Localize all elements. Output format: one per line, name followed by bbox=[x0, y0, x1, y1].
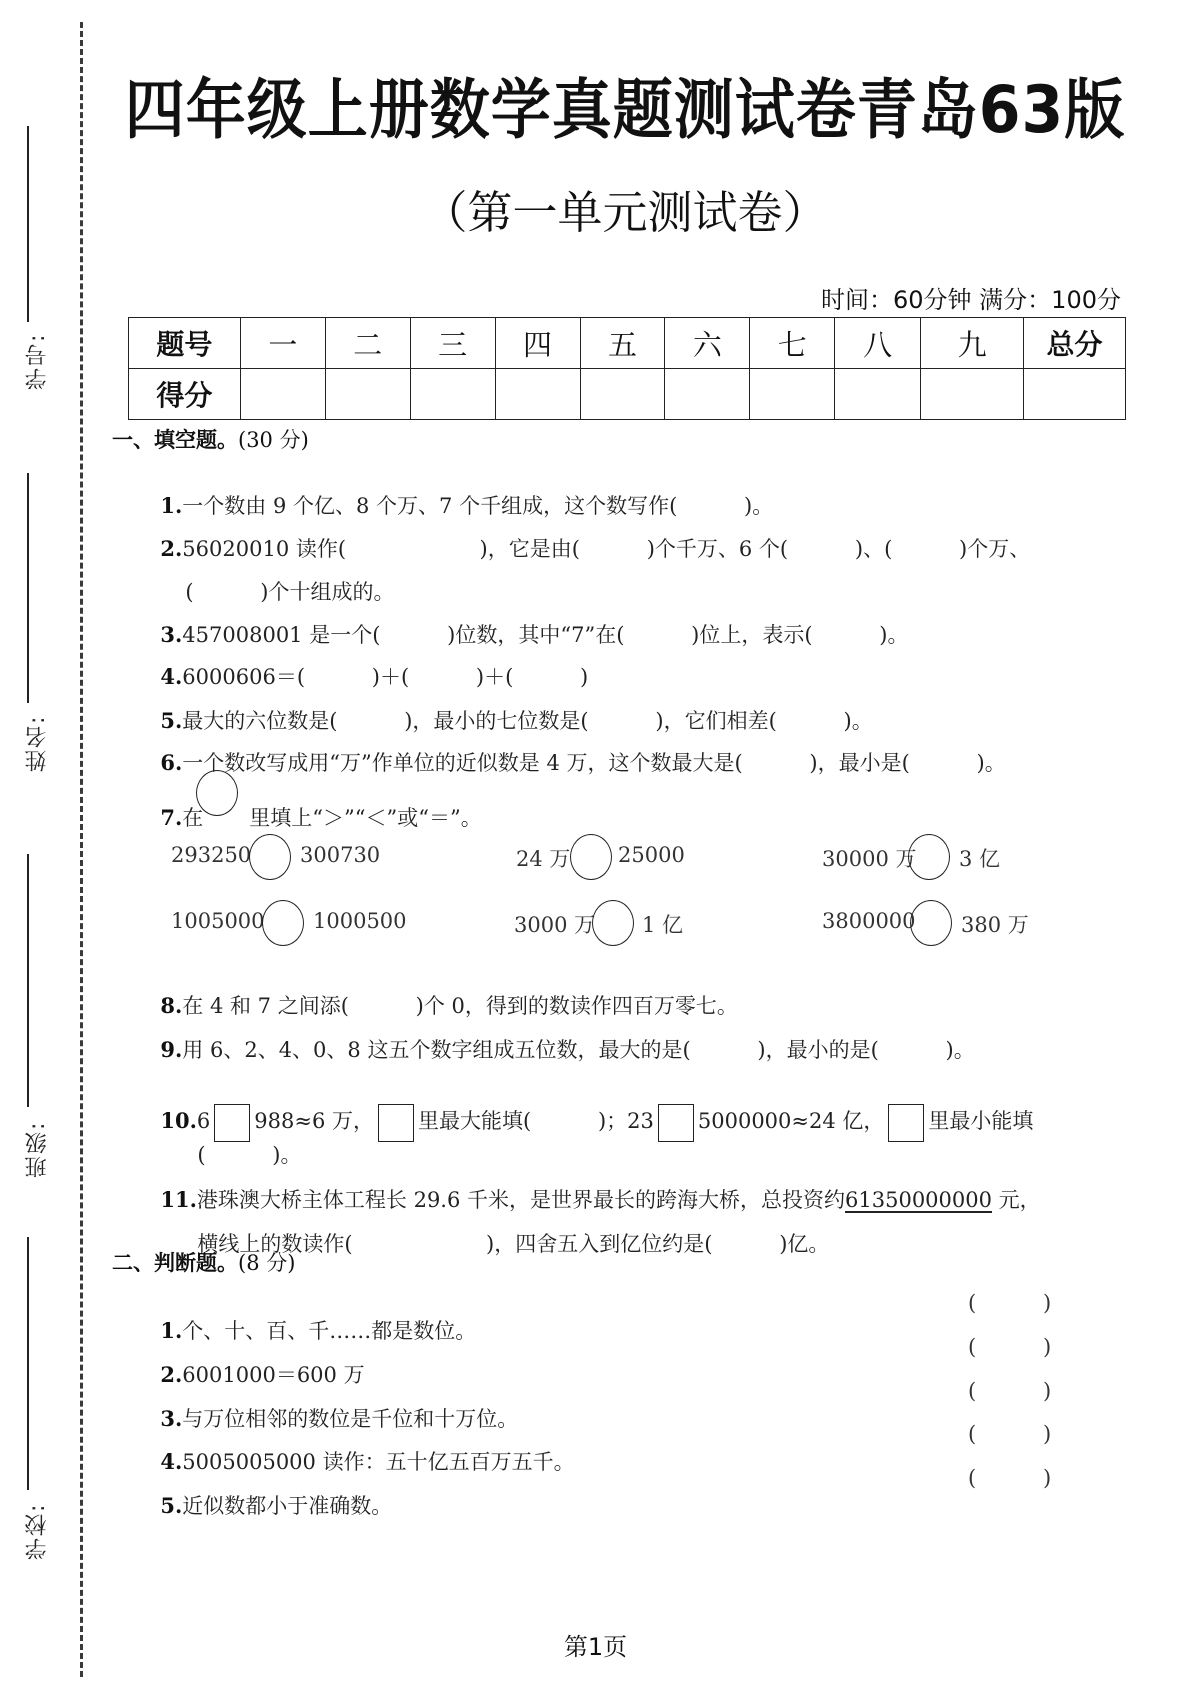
col-header: 三 bbox=[410, 318, 495, 369]
question-number: 11. bbox=[160, 1187, 197, 1212]
judge-answer-blank[interactable]: ( ) bbox=[968, 1422, 1052, 1446]
score-cell[interactable] bbox=[325, 369, 410, 420]
compare-left: 3800000 bbox=[822, 909, 916, 933]
question-text: ( )。 bbox=[197, 1143, 302, 1167]
score-cell[interactable] bbox=[240, 369, 325, 420]
underlined-number: 61350000000 bbox=[845, 1188, 992, 1212]
judge-answer-blank[interactable]: ( ) bbox=[968, 1466, 1052, 1490]
col-header-total: 总分 bbox=[1024, 318, 1126, 369]
compare-right: 3 亿 bbox=[959, 847, 1001, 871]
score-cell[interactable] bbox=[750, 369, 835, 420]
compare-circle-input[interactable] bbox=[910, 900, 952, 946]
question-number: 8. bbox=[160, 993, 183, 1018]
score-cell[interactable] bbox=[410, 369, 495, 420]
question-text: 988≈6 万， bbox=[254, 1109, 374, 1133]
compare-left: 1005000 bbox=[171, 909, 265, 933]
digit-box-input[interactable] bbox=[658, 1104, 694, 1142]
col-header: 六 bbox=[665, 318, 750, 369]
question-number: 10. bbox=[160, 1108, 197, 1133]
question-text: 与万位相邻的数位是千位和十万位。 bbox=[182, 1407, 519, 1431]
class-label: 班级: bbox=[25, 1120, 50, 1178]
question-text: ( )个十组成的。 bbox=[185, 580, 395, 604]
school-label: 学校: bbox=[25, 1502, 50, 1560]
name-label: 姓名: bbox=[25, 714, 50, 772]
question-text: 6 bbox=[196, 1109, 211, 1133]
judge-answer-blank[interactable]: ( ) bbox=[968, 1291, 1052, 1315]
page-title: 四年级上册数学真题测试卷青岛63版 bbox=[124, 72, 1126, 149]
compare-circle-input[interactable] bbox=[262, 900, 304, 946]
question-number: 7. bbox=[160, 805, 183, 830]
question-text-post: 里填上“＞”“＜”或“＝”。 bbox=[249, 806, 482, 830]
judge-answer-blank[interactable]: ( ) bbox=[968, 1335, 1052, 1359]
compare-right: 300730 bbox=[300, 843, 381, 867]
question-text: 在 4 和 7 之间添( )个 0，得到的数读作四百万零七。 bbox=[182, 994, 738, 1018]
example-circle-icon bbox=[196, 770, 238, 816]
compare-left: 24 万 bbox=[516, 847, 571, 871]
col-header: 九 bbox=[921, 318, 1024, 369]
question-number: 2. bbox=[160, 536, 183, 561]
compare-right: 25000 bbox=[618, 843, 685, 867]
col-header: 一 bbox=[240, 318, 325, 369]
col-header: 五 bbox=[580, 318, 665, 369]
question-number: 3. bbox=[160, 622, 183, 647]
compare-left: 30000 万 bbox=[822, 847, 917, 871]
score-table bbox=[128, 317, 1126, 420]
score-cell-total[interactable] bbox=[1024, 369, 1126, 420]
compare-circle-input[interactable] bbox=[592, 900, 634, 946]
question-text: 近似数都小于准确数。 bbox=[182, 1494, 393, 1518]
question-text: 个、十、百、千……都是数位。 bbox=[182, 1319, 477, 1343]
question-number: 3. bbox=[160, 1406, 183, 1431]
compare-right: 1000500 bbox=[313, 909, 407, 933]
compare-left: 3000 万 bbox=[514, 913, 596, 937]
judge-question-5 bbox=[147, 1466, 392, 1520]
question-text: 元， bbox=[992, 1188, 1041, 1212]
binding-dashed-line bbox=[80, 22, 83, 1677]
question-text-pre: 在 bbox=[182, 806, 204, 830]
compare-right: 1 亿 bbox=[642, 913, 684, 937]
score-cell[interactable] bbox=[835, 369, 921, 420]
question-text: 5005005000 读作：五十亿五百万五千。 bbox=[182, 1450, 575, 1474]
question-text: 里最小能填 bbox=[928, 1109, 1034, 1133]
question-6 bbox=[147, 723, 1006, 777]
col-header: 七 bbox=[750, 318, 835, 369]
section-points: (30 分) bbox=[238, 428, 309, 452]
question-number: 2. bbox=[160, 1362, 183, 1387]
score-cell[interactable] bbox=[665, 369, 750, 420]
student-id-line[interactable] bbox=[27, 126, 29, 322]
compare-circle-input[interactable] bbox=[908, 834, 950, 880]
row-label-question-number: 题号 bbox=[129, 318, 241, 369]
question-text: 一个数由 9 个亿、8 个万、7 个千组成，这个数写作( )。 bbox=[182, 494, 774, 518]
question-number: 6. bbox=[160, 750, 183, 775]
question-text: 56020010 读作( )，它是由( )个千万、6 个( )、( )个万、 bbox=[182, 537, 1031, 561]
question-number: 1. bbox=[160, 493, 183, 518]
question-text: 6000606＝( )＋( )＋( ) bbox=[182, 665, 589, 689]
question-text: 一个数改写成用“万”作单位的近似数是 4 万，这个数最大是( )，最小是( )。 bbox=[182, 751, 1006, 775]
question-text: 6001000＝600 万 bbox=[182, 1363, 365, 1387]
compare-circle-input[interactable] bbox=[570, 834, 612, 880]
section-heading-fill-blank bbox=[112, 424, 309, 454]
col-header: 二 bbox=[325, 318, 410, 369]
section-heading-true-false bbox=[112, 1247, 295, 1277]
score-cell[interactable] bbox=[495, 369, 580, 420]
col-header: 四 bbox=[495, 318, 580, 369]
page-subtitle: （第一单元测试卷） bbox=[422, 186, 828, 239]
digit-box-icon bbox=[888, 1104, 924, 1142]
col-header: 八 bbox=[835, 318, 921, 369]
question-text: 457008001 是一个( )位数，其中“7”在( )位上，表示( )。 bbox=[182, 623, 909, 647]
section-title: 一、填空题。 bbox=[112, 427, 238, 452]
school-line[interactable] bbox=[27, 1237, 29, 1490]
section-points: (8 分) bbox=[238, 1251, 296, 1275]
question-text: 里最大能填( )；23 bbox=[418, 1109, 654, 1133]
question-number: 1. bbox=[160, 1318, 183, 1343]
score-cell[interactable] bbox=[580, 369, 665, 420]
section-title: 二、判断题。 bbox=[112, 1250, 238, 1275]
student-id-label: 学号: bbox=[25, 332, 50, 390]
judge-answer-blank[interactable]: ( ) bbox=[968, 1379, 1052, 1403]
compare-left: 293250 bbox=[171, 843, 252, 867]
compare-circle-input[interactable] bbox=[249, 834, 291, 880]
row-label-score: 得分 bbox=[129, 369, 241, 420]
question-number: 5. bbox=[160, 1493, 183, 1518]
question-text: 港珠澳大桥主体工程长 29.6 千米，是世界最长的跨海大桥，总投资约 bbox=[196, 1188, 846, 1212]
score-table-score-row bbox=[129, 369, 1126, 420]
score-cell[interactable] bbox=[921, 369, 1024, 420]
question-text: 最大的六位数是( )，最小的七位数是( )，它们相差( )。 bbox=[182, 709, 873, 733]
question-number: 4. bbox=[160, 1449, 183, 1474]
question-text: 5000000≈24 亿， bbox=[697, 1109, 885, 1133]
exam-time-score: 时间：60分钟 满分：100分 bbox=[821, 286, 1121, 314]
digit-box-icon bbox=[378, 1104, 414, 1142]
name-line[interactable] bbox=[27, 473, 29, 703]
class-line[interactable] bbox=[27, 854, 29, 1107]
question-text: 横线上的数读作( )，四舍五入到亿位约是( )亿。 bbox=[197, 1232, 830, 1256]
question-text: 用 6、2、4、0、8 这五个数字组成五位数，最大的是( )，最小的是( )。 bbox=[182, 1038, 975, 1062]
score-table-header-row bbox=[129, 318, 1126, 369]
page-number: 第1页 bbox=[563, 1633, 628, 1661]
question-number: 4. bbox=[160, 664, 183, 689]
question-number: 9. bbox=[160, 1037, 183, 1062]
compare-right: 380 万 bbox=[961, 913, 1029, 937]
question-number: 5. bbox=[160, 708, 183, 733]
